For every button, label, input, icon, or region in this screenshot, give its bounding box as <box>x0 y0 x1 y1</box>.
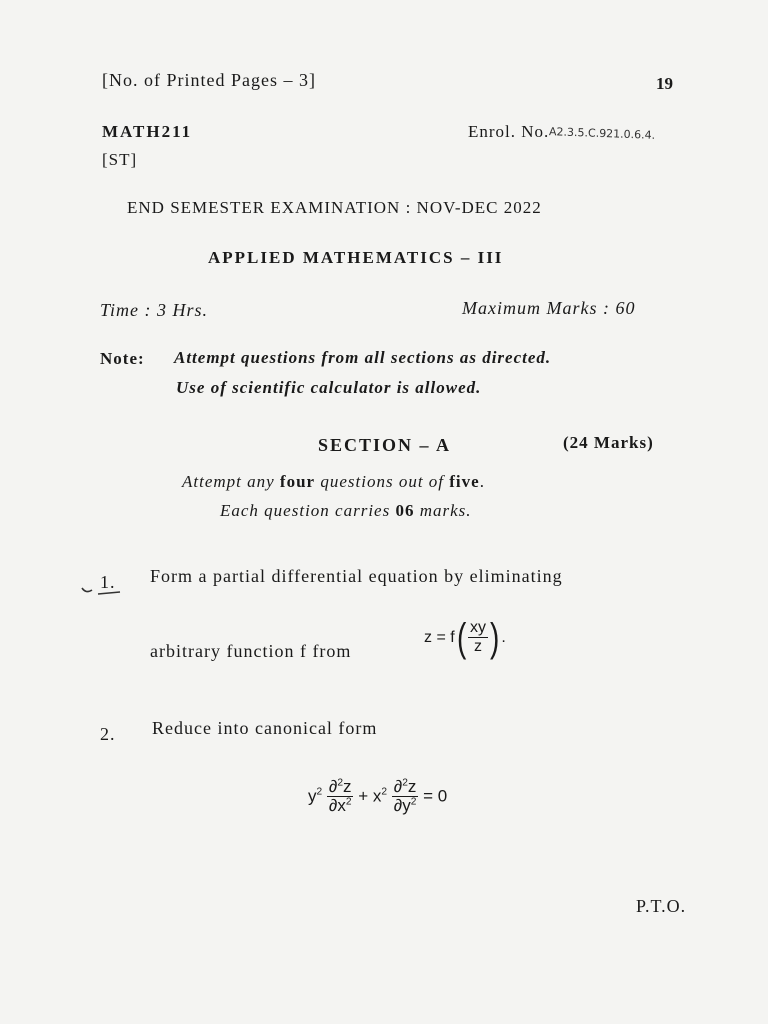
question-1-line-1: Form a partial differential equation by eliminating <box>150 566 563 586</box>
eq2-plus: + <box>358 786 369 806</box>
subject-title: APPLIED MATHEMATICS – III <box>208 248 504 267</box>
eq1-numerator: xy <box>470 619 487 637</box>
instr1-mid: questions out of <box>320 472 445 491</box>
section-a-marks: (24 Marks) <box>563 433 654 452</box>
stream-code: [ST] <box>102 150 138 169</box>
time-allowed: Time : 3 Hrs. <box>100 300 209 320</box>
course-code: MATH211 <box>102 122 193 141</box>
eq2-x-exp: 2 <box>345 796 352 808</box>
enrol-handwritten: A2.3.5.C.921.0.6.4. <box>549 125 656 142</box>
instr1-five: five <box>449 472 480 491</box>
eq2-rhs: = 0 <box>423 786 448 806</box>
instr2-pre: Each question carries <box>220 501 391 520</box>
enrol-label: Enrol. No. <box>468 122 550 141</box>
eq2-z: z <box>342 777 352 796</box>
note-line-2: Use of scientific calculator is allowed. <box>176 378 482 397</box>
eq2-y: y <box>402 795 411 815</box>
question-2-number: 2. <box>100 724 116 744</box>
maximum-marks: Maximum Marks : 60 <box>462 298 636 318</box>
section-a-title: SECTION – A <box>318 435 452 455</box>
eq1-end: . <box>501 629 506 647</box>
eq2-fraction-1 <box>327 778 354 816</box>
eq1-fraction <box>468 620 488 655</box>
question-1-equation: z = f( $\frac{xy}{z}$ ) . <box>424 616 506 660</box>
instr1-four: four <box>279 472 316 491</box>
eq2-x: x <box>372 786 382 806</box>
section-a-instruction-1 <box>182 472 485 492</box>
eq2-x-exp: 2 <box>381 786 388 798</box>
question-1-number: 1. <box>100 572 116 592</box>
eq2-d: ∂ <box>393 777 403 796</box>
exam-title: END SEMESTER EXAMINATION : NOV-DEC 2022 <box>127 198 542 217</box>
printed-pages-note: [No. of Printed Pages – 3] <box>102 70 316 90</box>
instr1-end: . <box>479 472 485 491</box>
enrol-number <box>468 122 655 142</box>
note-label: Note: <box>100 349 145 368</box>
eq2-z: z <box>407 777 417 796</box>
question-2-line-1: Reduce into canonical form <box>152 718 378 738</box>
question-2-equation <box>308 778 447 816</box>
eq2-den-1 <box>327 797 354 816</box>
note-line-1: Attempt questions from all sections as directed. <box>174 348 552 367</box>
page-code: 19 <box>656 74 673 93</box>
instr1-pre: Attempt any <box>182 472 275 491</box>
eq2-num-2 <box>392 778 419 797</box>
instr2-end: marks. <box>419 501 472 520</box>
eq2-y-exp: 2 <box>410 796 417 808</box>
eq2-x: x <box>337 795 346 815</box>
instr2-marks-value: 06 <box>395 501 415 520</box>
eq2-d-exp: 2 <box>337 777 343 789</box>
eq1-lhs: z = f <box>424 629 455 647</box>
eq2-d: ∂ <box>393 795 403 815</box>
section-a-instruction-2 <box>220 501 472 521</box>
eq2-y-exp: 2 <box>316 786 323 798</box>
eq2-num-1 <box>327 778 354 797</box>
eq1-denominator: z <box>474 638 483 656</box>
eq2-den-2 <box>392 797 419 816</box>
eq2-y: y <box>308 786 317 806</box>
eq2-d: ∂ <box>328 777 338 796</box>
eq2-d: ∂ <box>328 795 338 815</box>
eq2-fraction-2 <box>392 778 419 816</box>
eq2-d-exp: 2 <box>402 777 408 789</box>
pto-label: P.T.O. <box>636 896 687 916</box>
question-1-line-2: arbitrary function f from <box>150 641 352 661</box>
